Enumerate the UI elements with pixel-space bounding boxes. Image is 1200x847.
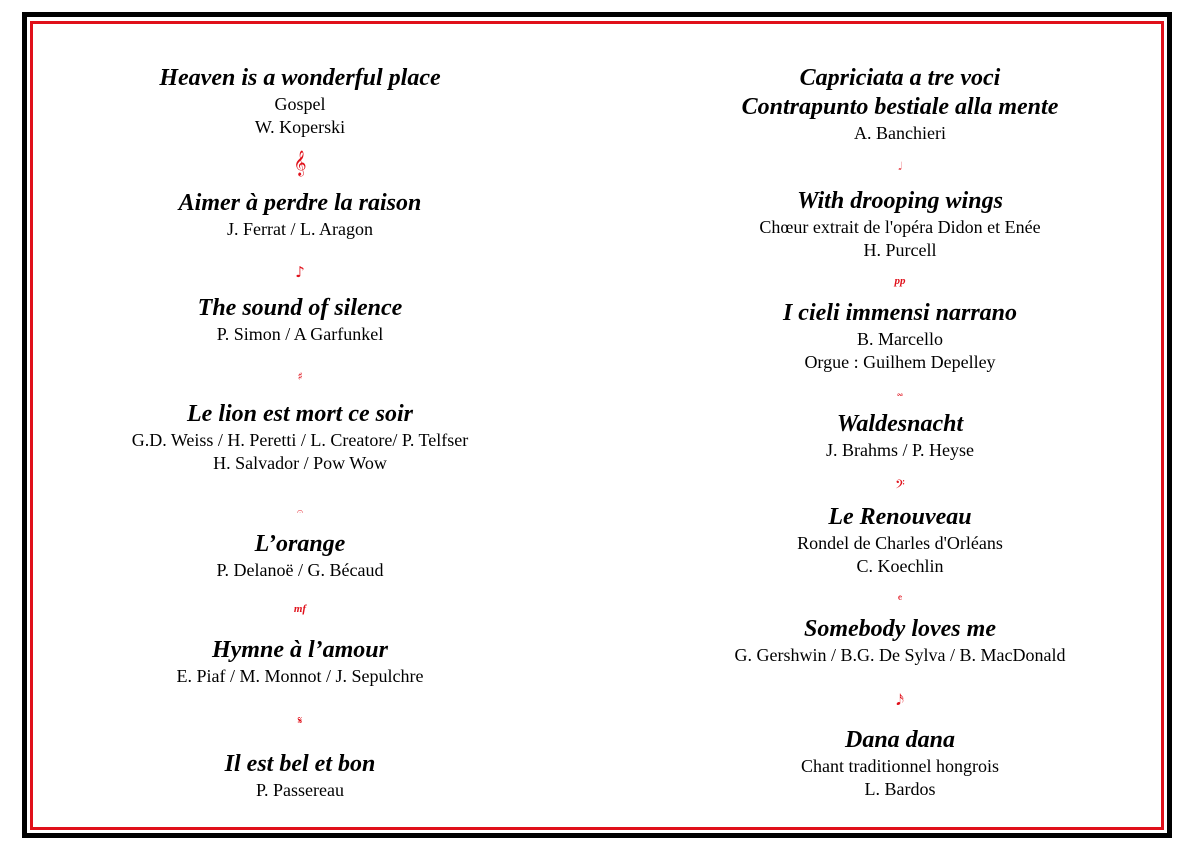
segno-icon: 𝄋 [297,714,303,727]
piece-composer: C. Koechlin [856,556,944,576]
piece-composer: E. Piaf / M. Monnot / J. Sepulchre [176,666,424,686]
program-entry [620,615,1180,667]
pianissimo-icon: pp [894,275,906,287]
program-entry [20,636,580,688]
piece-title: Dana dana [844,727,956,753]
piece-composer: J. Brahms / P. Heyse [826,440,974,460]
program-entry [20,294,580,346]
piece-composer: H. Purcell [863,240,937,260]
piece-composer: P. Delanoë / G. Bécaud [216,560,384,580]
program-entry [620,726,1180,801]
piece-title: Waldesnacht [836,411,964,437]
program-entry [20,400,580,475]
piece-title: The sound of silence [197,295,403,321]
program-entry [620,503,1180,578]
piece-detail: Gospel [274,94,326,114]
half-note-icon: 𝅗𝅥 [898,160,902,173]
piece-title: L’orange [254,531,346,557]
sixteenth-note-icon: 𝅘𝅥𝅯 [896,691,904,709]
piece-performer: Orgue : Guilhem Depelley [804,352,996,372]
piece-title: Heaven is a wonderful place [159,65,441,91]
piece-composer: L. Bardos [864,779,936,799]
program-entry [620,64,1180,145]
program-entry [620,410,1180,462]
piece-title: Hymne à l’amour [211,637,388,663]
mezzo-forte-icon: mf [293,603,307,615]
piece-composer: A. Banchieri [854,123,946,143]
piece-detail: Rondel de Charles d'Orléans [797,533,1003,553]
piece-composer: G.D. Weiss / H. Peretti / L. Creatore/ P. Telfser [131,430,469,450]
piece-title: Aimer à perdre la raison [178,190,422,216]
piece-title: Il est bel et bon [224,751,376,777]
bass-clef-icon: 𝄢 [895,477,905,495]
program-entry [620,187,1180,262]
piece-title: With drooping wings [797,188,1003,214]
eighth-note-icon: ♪ [295,263,305,281]
piece-composer: W. Koperski [254,117,346,137]
piece-composer: J. Ferrat / L. Aragon [227,219,373,239]
piece-detail: Chœur extrait de l'opéra Didon et Enée [759,217,1041,237]
piece-composer: P. Simon / A Garfunkel [216,324,384,344]
treble-clef-icon: 𝄞 [293,151,307,176]
piece-composer: G. Gershwin / B.G. De Sylva / B. MacDonald [734,645,1066,665]
piece-title-second-line: Contrapunto bestiale alla mente [741,94,1059,120]
piece-composer: H. Salvador / Pow Wow [213,453,387,473]
fermata-icon: 𝄐 [296,505,304,518]
program-entry [20,189,580,241]
piece-title: Somebody loves me [804,616,996,642]
piece-composer: B. Marcello [857,329,943,349]
sharp-icon: ♯ [297,370,303,383]
program-entry [20,64,580,139]
piece-title: Le lion est mort ce soir [187,401,413,427]
piece-composer: P. Passereau [256,780,344,800]
program-entry [20,530,580,582]
piece-title: Le Renouveau [828,504,972,530]
piece-detail: Chant traditionnel hongrois [801,756,999,776]
program-entry [620,299,1180,374]
piece-title: Capriciata a tre voci [799,65,1001,91]
piece-title: I cieli immensi narrano [782,300,1018,326]
program-entry [20,750,580,802]
common-time-icon: 𝄴 [897,592,903,605]
turn-icon: 𝆗 [896,387,904,400]
